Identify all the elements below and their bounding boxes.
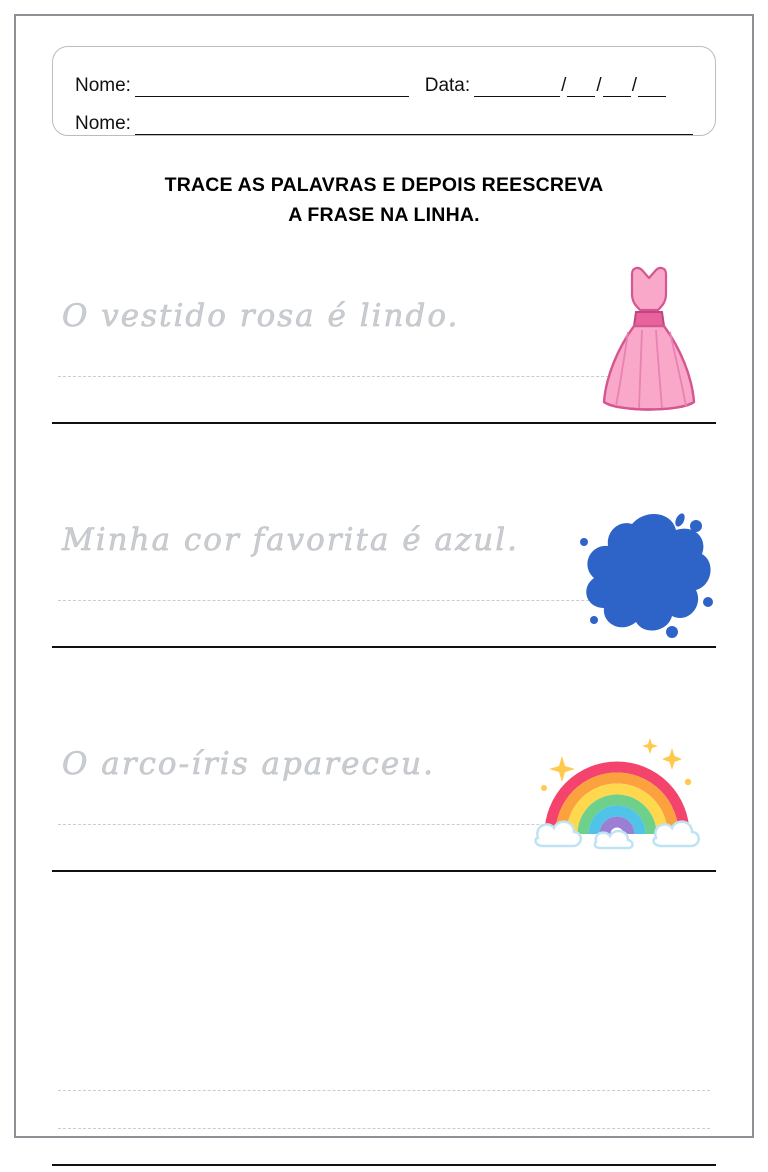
dotted-guide-line-2 [58, 600, 644, 601]
exercise-2 [44, 488, 724, 678]
date-separator-2: / [596, 75, 602, 96]
student-info-box [52, 46, 716, 136]
date-separator-3: / [631, 75, 637, 96]
trace-text-3: O arco-íris apareceu. [62, 746, 435, 783]
instruction-line-1: TRACE AS PALAVRAS E DEPOIS REESCREVA [164, 174, 604, 196]
date-input-line-year[interactable] [474, 76, 560, 97]
date-field[interactable] [409, 76, 693, 97]
name-label-2: Nome: [75, 113, 131, 134]
instruction-line-2: A FRASE NA LINHA. [288, 204, 480, 227]
rainbow-icon [532, 726, 702, 886]
name-input-line-2[interactable] [135, 114, 693, 135]
date-input-line-1[interactable] [567, 76, 595, 97]
date-input-line-2[interactable] [603, 76, 631, 97]
worksheet-content [14, 14, 754, 1138]
instruction-text [44, 170, 724, 230]
exercise-3 [44, 712, 724, 902]
pink-dress-icon [584, 260, 714, 420]
date-input-line-3[interactable] [638, 76, 666, 97]
name-field-2[interactable] [75, 97, 693, 135]
date-label: Data: [424, 75, 471, 96]
blank-practice-block [44, 1052, 724, 1172]
writing-line-4[interactable] [52, 1164, 716, 1166]
date-separator-1: / [561, 75, 567, 96]
trace-text-2: Minha cor favorita é azul. [62, 522, 520, 559]
dotted-guide-line-4 [58, 1090, 710, 1091]
name-date-row [75, 59, 693, 97]
dotted-guide-line-1 [58, 376, 644, 377]
name-input-line-1[interactable] [135, 76, 409, 97]
name-field-1[interactable] [75, 76, 409, 97]
name-label-1: Nome: [75, 75, 131, 96]
trace-text-1: O vestido rosa é lindo. [62, 298, 460, 335]
exercise-1 [44, 264, 724, 454]
blue-paint-splash-icon [576, 502, 706, 662]
dotted-guide-line-5 [58, 1128, 710, 1129]
